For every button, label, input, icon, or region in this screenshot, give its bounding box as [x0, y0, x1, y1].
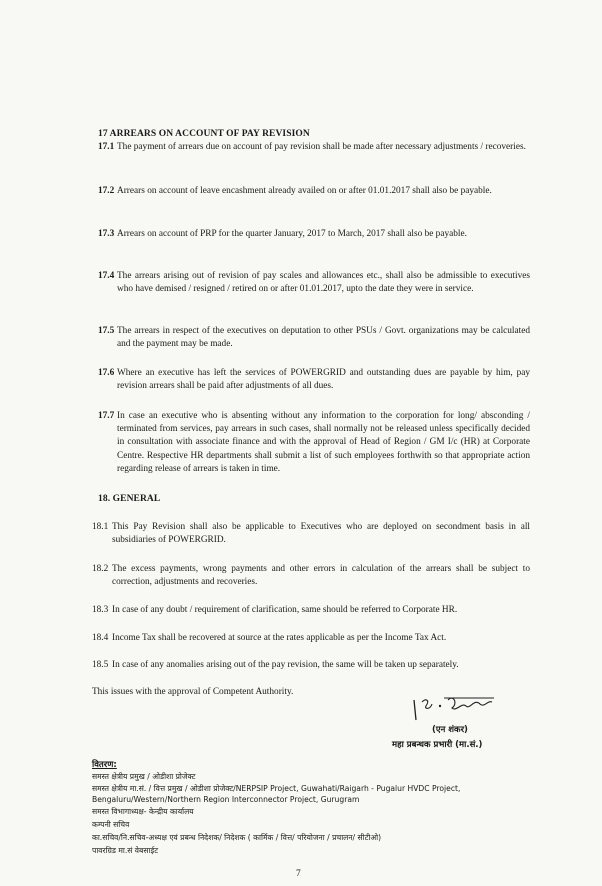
clause-text: Where an executive has left the services of POWERGRID and outstanding dues are payable by him, pay revision arrears shall be paid after adjustments of all dues.	[117, 368, 530, 392]
clause-number: 17.1	[98, 142, 115, 152]
clause-number: 18.2	[92, 564, 109, 574]
approval-note: This issues with the approval of Competent Authority.	[92, 687, 294, 697]
clause-number: 18.4	[92, 633, 109, 643]
clause-18-3	[92, 604, 530, 617]
clause-text: The arrears in respect of the executives on deputation to other PSUs / Govt. organizations may be calculated and the payment may be made.	[117, 326, 530, 350]
clause-17-7	[98, 410, 530, 476]
distribution-line: समस्त क्षेत्रीय प्रमुख / ओडीशा प्रोजेक्ट	[92, 772, 196, 781]
clause-17-3	[98, 228, 530, 241]
clause-number: 17.4	[98, 271, 115, 281]
clause-number: 17.3	[98, 229, 115, 239]
distribution-line: का.सचिव/नि.सचिव-अध्यक्ष एवं प्रबन्ध निदेशक/ निदेशक ( कार्मिक / वित्त/ परियोजना / प्रचालन/ सीटीओ)	[92, 833, 382, 842]
clause-17-1	[98, 141, 530, 154]
clause-18-4	[92, 632, 530, 645]
distribution-line: पावरग्रिड मा.सं वेबसाईट	[92, 846, 159, 855]
section-17-heading: 17 ARREARS ON ACCOUNT OF PAY REVISION	[98, 129, 310, 139]
clause-17-2	[98, 185, 530, 198]
clause-text: The arrears arising out of revision of pay scales and allowances etc., shall also be admissible to executives who have demised / resigned / retired on or after 01.01.2017, upto the date they were in service.	[117, 271, 530, 295]
page-number: 7	[296, 869, 301, 879]
clause-text: In case of any doubt / requirement of clarification, same should be referred to Corporate HR.	[112, 605, 458, 615]
clause-17-6	[98, 367, 530, 393]
clause-text: Arrears on account of PRP for the quarter January, 2017 to March, 2017 shall also be payable.	[117, 229, 467, 239]
clause-number: 18.3	[92, 605, 109, 615]
section-18-heading: 18. GENERAL	[98, 494, 161, 504]
clause-number: 18.1	[92, 522, 109, 532]
clause-number: 18.5	[92, 660, 109, 670]
clause-text: In case an executive who is absenting without any information to the corporation for long/ absconding / terminated from services, pay arrears in such cases, shall normally not be released unless specifically decided in consultation with associate finance and with the approval of Head of Region / GM I/c (HR) at Corporate Centre. Respective HR departments shall submit a list of such employees forthwith so that appropriate action regarding release of arrears is taken in time.	[117, 411, 530, 474]
clause-18-2	[92, 563, 530, 589]
distribution-line: समस्त विभागाध्यक्ष- केन्द्रीय कार्यालय	[92, 807, 194, 816]
clause-number: 17.2	[98, 186, 115, 196]
clause-17-4	[98, 270, 530, 296]
clause-text: In case of any anomalies arising out of the pay revision, the same will be taken up separately.	[112, 660, 459, 670]
signature-icon	[404, 690, 498, 724]
signatory-name: (एन शंकर)	[432, 725, 468, 735]
distribution-heading: वितरण:	[92, 760, 117, 770]
clause-18-1	[92, 521, 530, 547]
clause-number: 17.7	[98, 411, 115, 421]
signatory-designation: महा प्रबन्धक प्रभारी (मा.सं.)	[392, 740, 483, 750]
clause-text: The payment of arrears due on account of pay revision shall be made after necessary adjustments / recoveries.	[117, 142, 526, 152]
clause-text: The excess payments, wrong payments and other errors in calculation of the arrears shall be subject to correction, adjustments and recoveries.	[112, 564, 530, 588]
clause-text: Income Tax shall be recovered at source at the rates applicable as per the Income Tax Act.	[112, 633, 447, 643]
clause-text: This Pay Revision shall also be applicable to Executives who are deployed on secondment basis in all subsidiaries of POWERGRID.	[112, 522, 530, 546]
clause-17-5	[98, 325, 530, 351]
distribution-line: कम्पनी सचिव	[92, 820, 130, 829]
clause-number: 17.6	[98, 368, 115, 378]
distribution-line: समस्त क्षेत्रीय मा.सं. / वित्त प्रमुख / ओडीशा प्रोजेक्ट/NERPSIP Project, Guwahati/Raigarh - Pugalur HVDC Project, Bengaluru/Western/Northern Region Interconnector Project, Gurugram	[92, 784, 461, 804]
clause-text: Arrears on account of leave encashment already availed on or after 01.01.2017 shall also be payable.	[117, 186, 492, 196]
clause-18-5	[92, 659, 530, 672]
clause-number: 17.5	[98, 326, 115, 336]
